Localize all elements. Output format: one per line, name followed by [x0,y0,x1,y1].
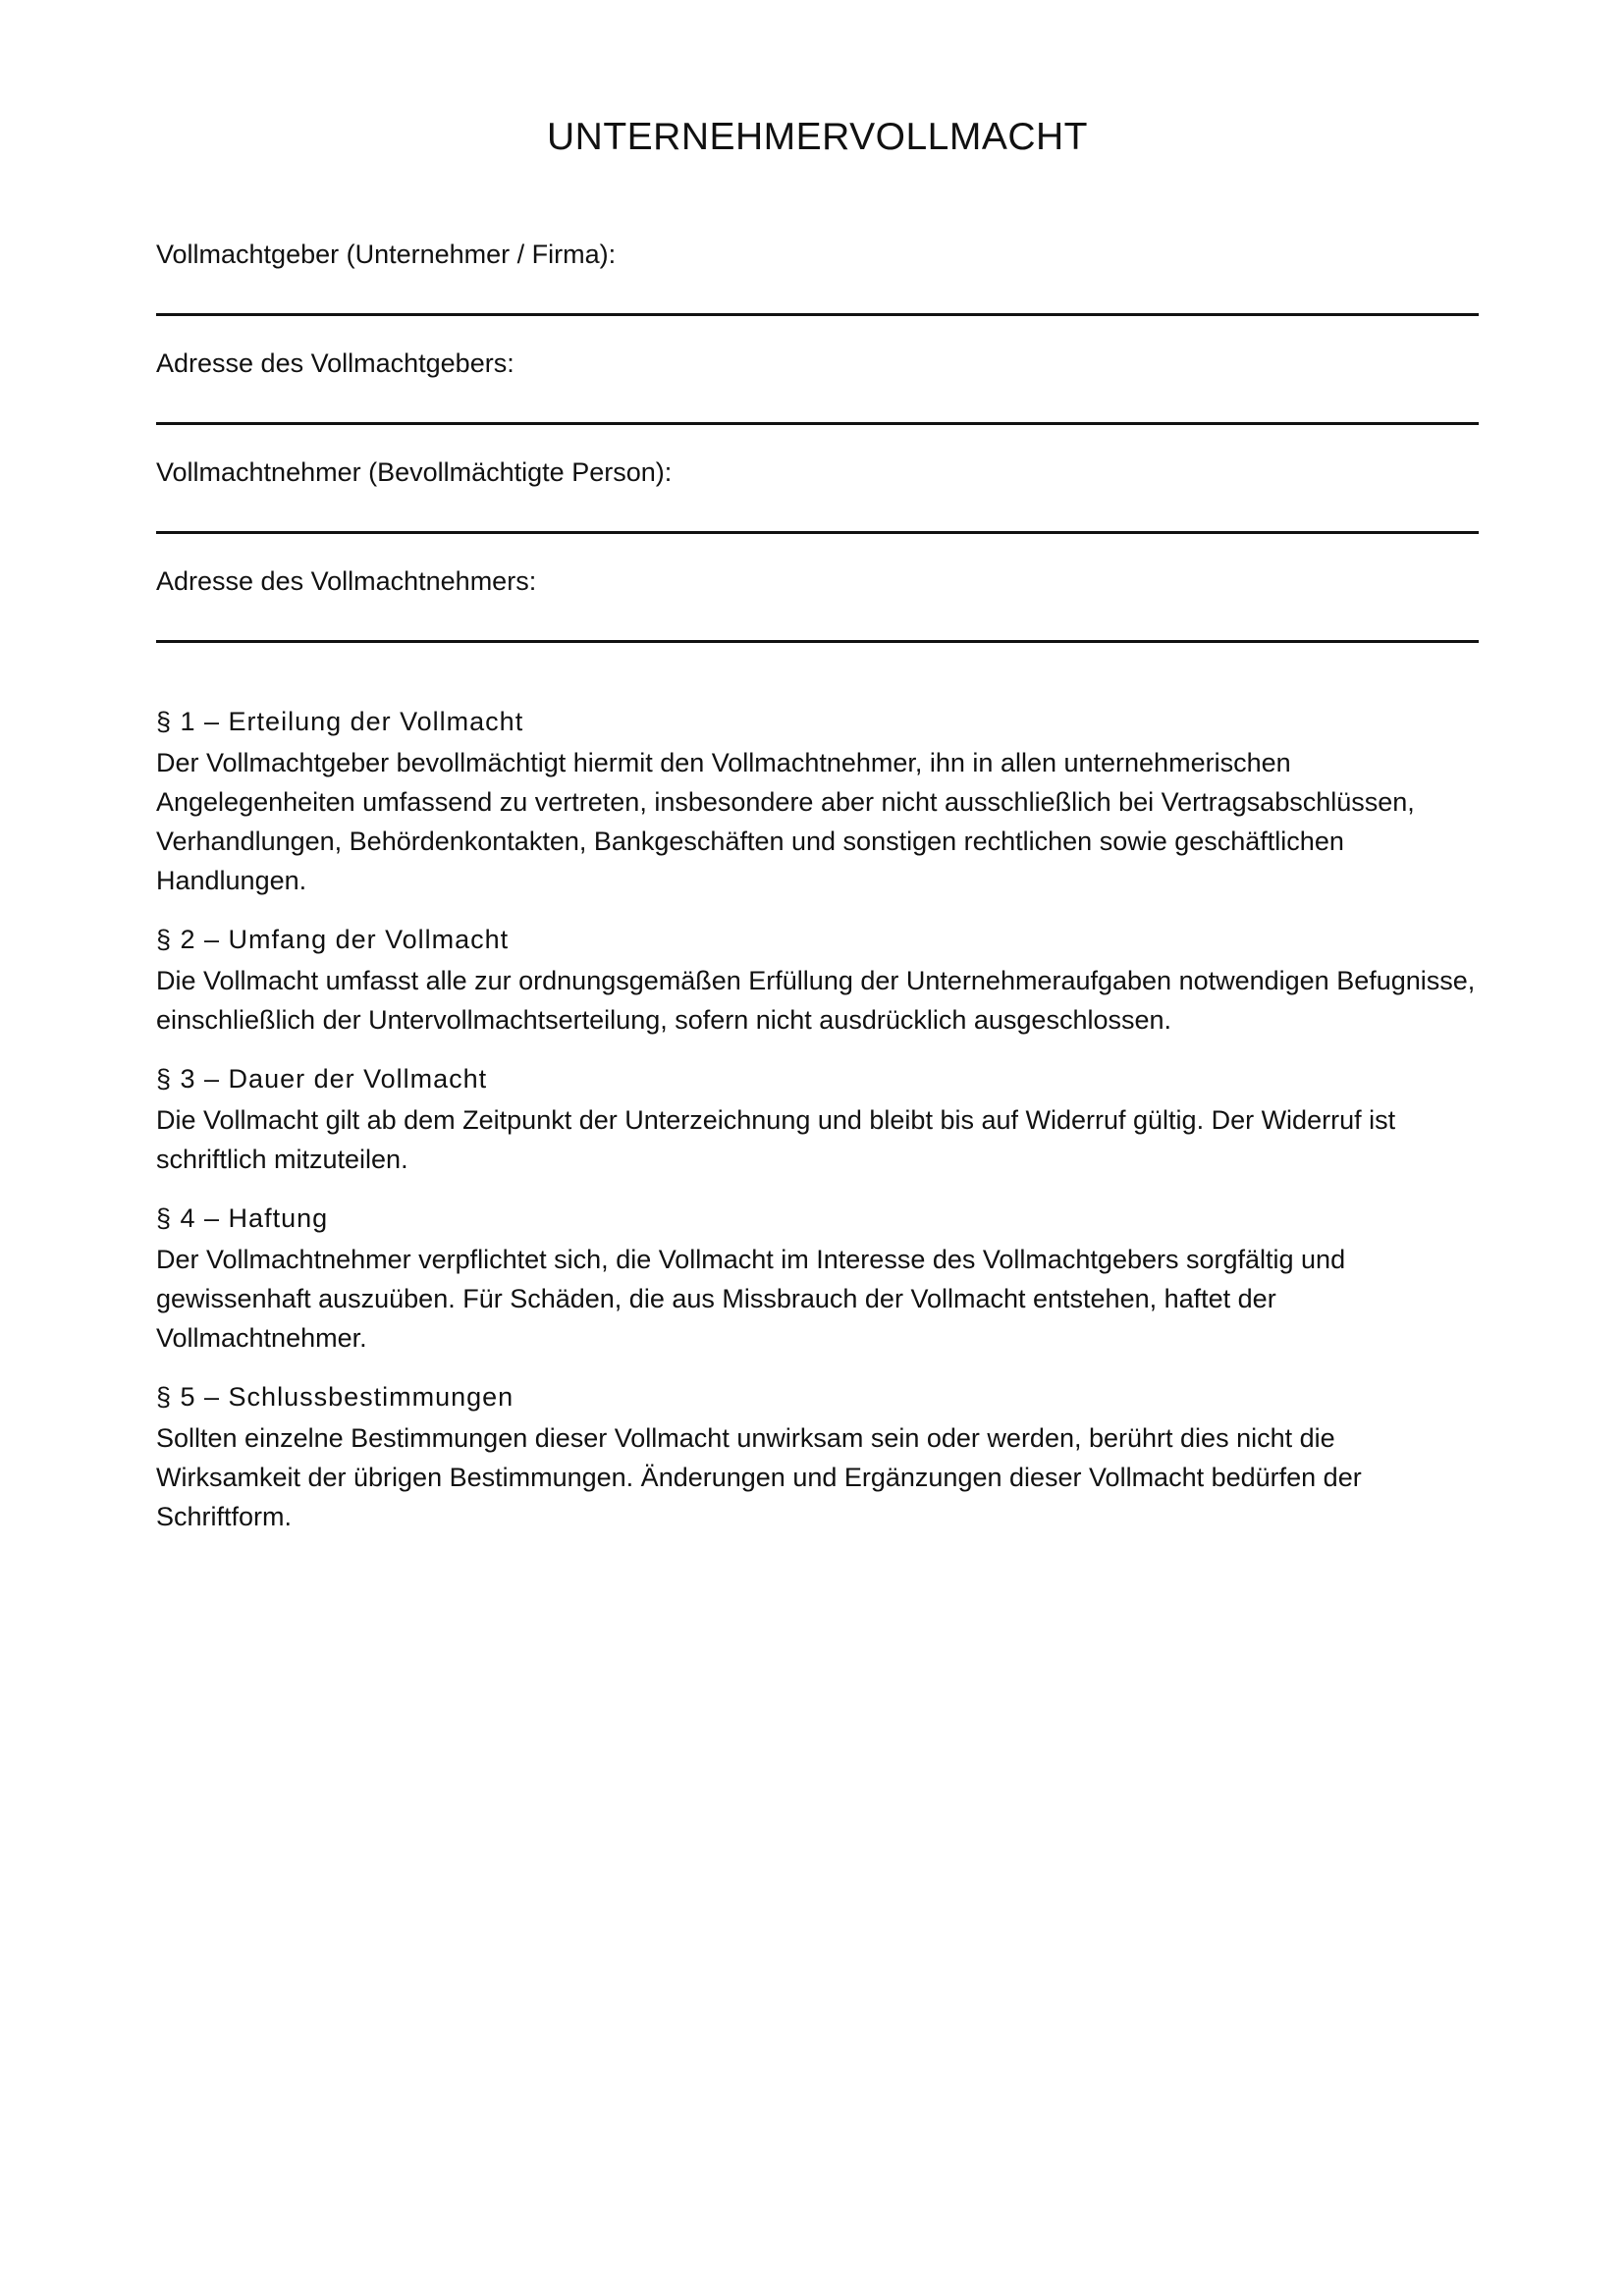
fill-in-line[interactable] [156,531,1479,534]
sections-container [156,704,1479,1558]
section-3 [156,1061,1479,1179]
section-heading: § 2 – Umfang der Vollmacht [156,925,510,954]
document-title: UNTERNEHMERVOLLMACHT [546,116,1088,158]
section-2 [156,922,1479,1040]
field-adresse-vollmachtnehmer [156,564,1479,598]
fill-in-line[interactable] [156,313,1479,316]
fill-in-line[interactable] [156,422,1479,425]
section-heading: § 4 – Haftung [156,1203,329,1233]
section-1 [156,704,1479,900]
section-5 [156,1379,1479,1536]
field-label: Vollmachtnehmer (Bevollmächtigte Person): [156,457,673,487]
section-body: Die Vollmacht gilt ab dem Zeitpunkt der Unterzeichnung und bleibt bis auf Widerruf gültig. Der Widerruf ist schriftlich mitzuteilen. [156,1105,1396,1174]
field-vollmachtnehmer [156,455,1479,489]
section-body: Sollten einzelne Bestimmungen dieser Vollmacht unwirksam sein oder werden, berührt dies nicht die Wirksamkeit der übrigen Bestimmungen. Änderungen und Ergänzungen dieser Vollmacht bedürfen der Schriftform. [156,1423,1362,1531]
field-vollmachtgeber [156,238,1479,271]
field-label: Adresse des Vollmachtgebers: [156,348,514,378]
section-heading: § 3 – Dauer der Vollmacht [156,1064,488,1094]
field-label: Vollmachtgeber (Unternehmer / Firma): [156,240,617,269]
section-body: Der Vollmachtgeber bevollmächtigt hiermit den Vollmachtnehmer, ihn in allen unternehmerischen Angelegenheiten umfassend zu vertreten, insbesondere aber nicht ausschließlich bei Vertragsabschlüssen, Verhandlungen, Behördenkontakten, Bankgeschäften und sonstigen rechtlichen sowie geschäftlichen Handlungen. [156,748,1415,895]
section-heading: § 5 – Schlussbestimmungen [156,1382,514,1412]
section-body: Die Vollmacht umfasst alle zur ordnungsgemäßen Erfüllung der Unternehmeraufgaben notwendigen Befugnisse, einschließlich der Untervollmachtserteilung, sofern nicht ausdrücklich ausgeschlossen. [156,966,1476,1035]
field-label: Adresse des Vollmachtnehmers: [156,566,537,596]
section-4 [156,1201,1479,1358]
section-body: Der Vollmachtnehmer verpflichtet sich, die Vollmacht im Interesse des Vollmachtgebers sorgfältig und gewissenhaft auszuüben. Für Schäden, die aus Missbrauch der Vollmacht entstehen, haftet der Vollmachtnehmer. [156,1245,1346,1353]
field-adresse-vollmachtgeber [156,347,1479,380]
section-heading: § 1 – Erteilung der Vollmacht [156,707,524,736]
fill-in-line[interactable] [156,640,1479,643]
